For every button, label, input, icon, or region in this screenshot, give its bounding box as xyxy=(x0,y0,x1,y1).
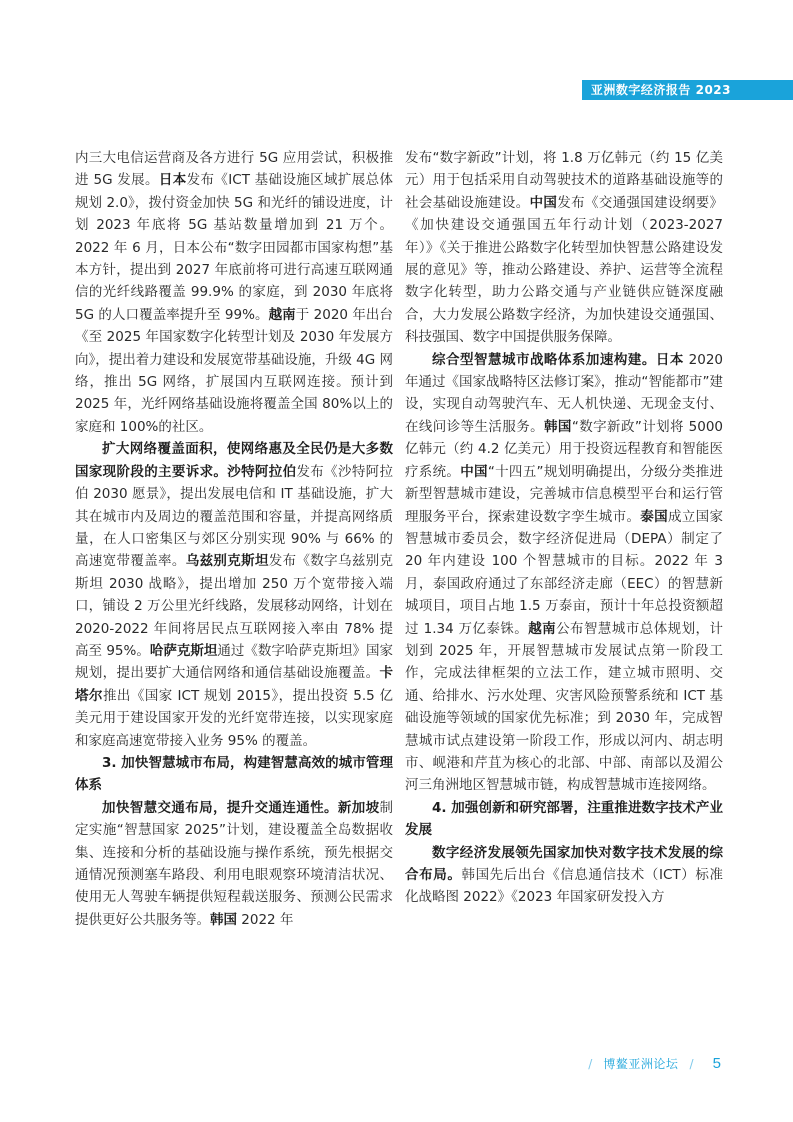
bold-text-run: 越南 xyxy=(528,620,557,637)
paragraph xyxy=(405,842,723,909)
text-run: 制定实施“智慧国家 2025”计划，建设覆盖全岛数据收集、连接和分析的基础设施与操作系统，预先根据交通情况预测塞车路段、利用电眼观察环境清洁状况、使用无人驾驶车辆提供短程载送服务、预测公民需求提供更好公共服务等。 xyxy=(75,799,393,928)
text-run: “数字新政”计划将 5000 亿韩元（约 4.2 亿美元）用于投资远程教育和智能医疗系统。 xyxy=(405,418,724,480)
bold-text-run: 扩大网络覆盖面积，使网络惠及全民仍是大多数国家现阶段的主要诉求。 xyxy=(75,441,393,480)
header-band xyxy=(582,80,793,100)
text-run: 2022 年 xyxy=(237,911,294,928)
bold-text-run: 泰国 xyxy=(640,508,668,525)
bold-text-run: 沙特阿拉伯 xyxy=(227,463,297,480)
text-run: 推出《国家 ICT 规划 2015》，提出投资 5.5 亿美元用于建设国家开发的光纤宽带连接，以实现家庭和家庭高速宽带接入业务 95% 的覆盖。 xyxy=(75,687,394,749)
paragraph xyxy=(405,349,723,797)
bold-text-run: 哈萨克斯坦 xyxy=(149,642,218,659)
bold-text-run: 综合型智慧城市战略体系加速构建。 xyxy=(432,351,656,368)
bold-text-run: 乌兹别克斯坦 xyxy=(185,553,269,570)
text-run: 发布“数字新政”计划，将 1.8 万亿韩元（约 15 亿美元）用于包括采用自动驾驶技术的道路基础设施等的社会基础设施建设。 xyxy=(405,150,723,211)
paragraph xyxy=(75,147,393,438)
left-column xyxy=(75,147,393,931)
text-run: 发布《沙特阿拉伯 2030 愿景》，提出发展电信和 IT 基础设施，扩大其在城市内及周边的覆盖范围和容量，并提高网络质量，在人口密集区与郊区分别实现 90% 与 66% 的高速宽带覆盖率。 xyxy=(75,463,394,570)
text-run: 2020 年通过《国家战略特区法修订案》，推动“智能都市”建设，实现自动驾驶汽车、无人机快递、无现金支付、在线问诊等生活服务。 xyxy=(405,351,723,435)
slash-divider: / xyxy=(588,1057,593,1071)
bold-text-run: 韩国 xyxy=(210,911,237,928)
bold-text-run: 越南 xyxy=(268,306,296,323)
page-number: 5 xyxy=(712,1055,721,1072)
text-run: “十四五”规划明确提出，分级分类推进新型智慧城市建设，完善城市信息模型平台和运行管理服务平台，探索建设数字孪生城市。 xyxy=(405,463,723,525)
bold-text-run: 中国 xyxy=(460,463,488,480)
text-run: 成立国家智慧城市委员会，数字经济促进局（DEPA）制定了 20 年内建设 100 个智慧城市的目标。2022 年 3 月，泰国政府通过了东部经济走廊（EEC）的智慧新城项目，项目占地 1.5 万泰亩，预计十年总投资额超过 1.34 万亿泰铢。 xyxy=(405,508,724,637)
bold-text-run: 韩国 xyxy=(544,418,572,435)
report-title: 亚洲数字经济报告 2023 xyxy=(590,83,731,97)
text-run: 发布《ICT 基础设施区域扩展总体规划 2.0》，拨付资金加快 5G 和光纤的铺设进度，计划 2023 年底将 5G 基站数量增加到 21 万个。2022 年 6 月，日本公布“数字田园都市国家构想”基本方针，提出到 2027 年底前将可进行高速互联网通信的光纤线路覆盖 99.9% 的家庭，到 2030 年底将 5G 的人口覆盖率提升至 99%。 xyxy=(75,172,394,323)
paragraph xyxy=(75,797,393,931)
text-run: 韩国先后出台《信息通信技术（ICT）标准化战略图 2022》《2023 年国家研发投入方 xyxy=(405,867,724,906)
section-heading: 4. 加强创新和研究部署，注重推进数字技术产业发展 xyxy=(405,799,723,839)
footer-label: 博鳌亚洲论坛 xyxy=(603,1057,679,1071)
bold-text-run: 日本 xyxy=(655,351,684,368)
bold-text-run: 加快智慧交通布局，提升交通连通性。 xyxy=(102,799,338,816)
bold-text-run: 日本 xyxy=(158,172,187,189)
text-run: 发布《数字乌兹别克斯坦 2030 战略》，提出增加 250 万个宽带接入端口，铺设 2 万公里光纤线路，发展移动网络，计划在 2020-2022 年间将居民点互联网接入率由 78% 提高至 95%。 xyxy=(75,553,394,659)
text-run: 公布智慧城市总体规划，计划到 2025 年，开展智慧城市发展试点第一阶段工作，完成法律框架的立法工作，建立城市照明、交通、给排水、污水处理、灾害风险预警系统和 ICT 基础设施等领域的国家优先标准；到 2030 年，完成智慧城市试点建设第一阶段工作，形成以河内、胡志明市、岘港和芹苴为核心的北部、中部、南部以及湄公河三角洲地区智慧城市链，构成智慧城市连接网络。 xyxy=(405,620,723,794)
page-footer xyxy=(582,1052,721,1074)
text-run: 发布《交通强国建设纲要》《加快建设交通强国五年行动计划（2023-2027 年）》《关于推进公路数字化转型加快智慧公路建设发展的意见》等，推动公路建设、养护、运营等全流程数字化转型，助力公路交通与产业链供应链深度融合，大力发展公路数字经济，为加快建设交通强国、科技强国、数字中国提供服务保障。 xyxy=(405,194,724,346)
paragraph xyxy=(405,147,723,349)
right-column xyxy=(405,147,723,909)
bold-text-run: 卡塔尔 xyxy=(75,665,393,704)
paragraph xyxy=(75,438,393,752)
text-run: 通过《数字哈萨克斯坦》国家规划，提出要扩大通信网络和通信基础设施覆盖。 xyxy=(75,642,393,682)
text-run: 于 2020 年出台《至 2025 年国家数字化转型计划及 2030 年发展方向》，提出着力建设和发展宽带基础设施，升级 4G 网络，推出 5G 网络，扩展国内互联网连接。预计到 2025 年，光纤网络基础设施将覆盖全国 80%以上的家庭和 100%的社区。 xyxy=(75,306,393,435)
text-run: 内三大电信运营商及各方进行 5G 应用尝试，积极推进 5G 发展。 xyxy=(75,150,393,189)
bold-text-run: 中国 xyxy=(529,194,558,211)
slash-divider: / xyxy=(689,1057,694,1071)
bold-text-run: 新加坡 xyxy=(337,799,380,816)
section-heading: 3. 加快智慧城市布局，构建智慧高效的城市管理体系 xyxy=(75,754,393,794)
bold-text-run: 数字经济发展领先国家加快对数字技术发展的综合布局。 xyxy=(405,844,723,883)
